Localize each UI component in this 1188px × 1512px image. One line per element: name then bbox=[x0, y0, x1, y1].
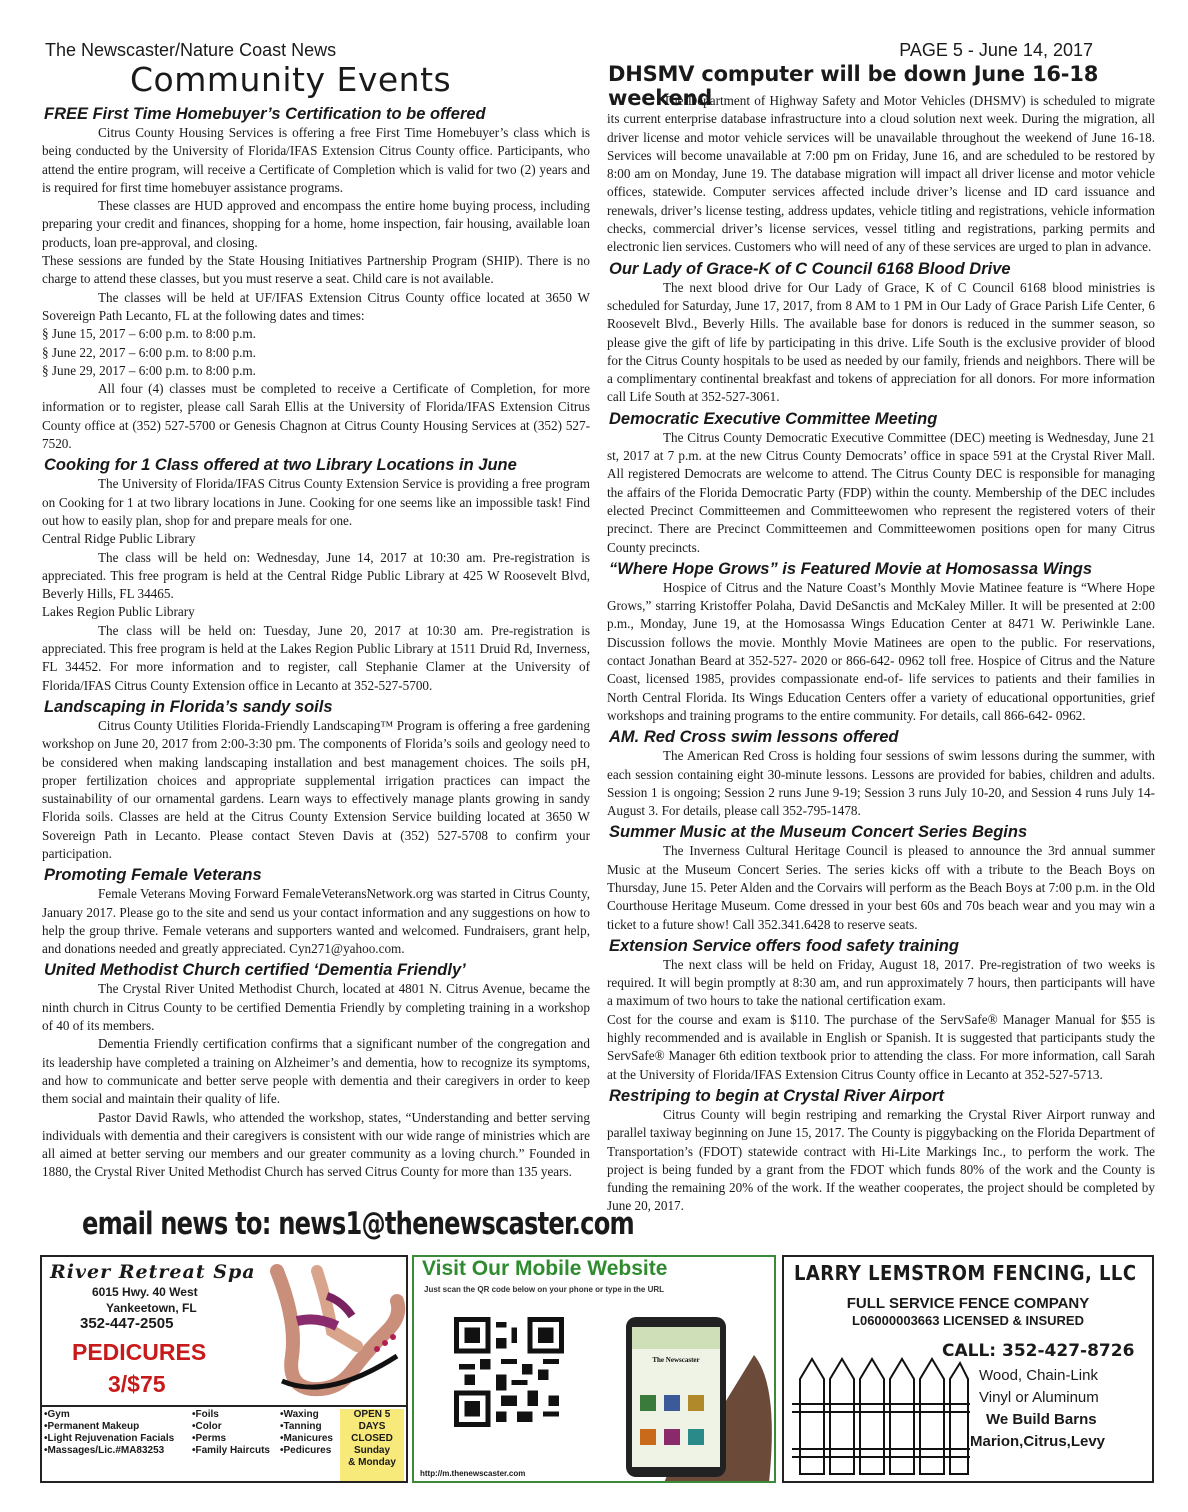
article-paragraph: Citrus County Utilities Florida-Friendly Landscaping™ Program is offering a free gardening workshop on June 20, 2017 from 2:00-3:30 pm. The components of Florida’s soils and geology need to be considered when making landscaping installation and best management choices. The soils pH, proper fertilization choices and appropriate supplemental irrigation practices can impact the sustainability of our ornamental gardens. Learn ways to effectively manage plants growing in sandy Florida soils. Classes are held at the Citrus County Extension Service building located at 3650 W Sovereign Path in Lecanto. Please contact Steven Davis at (352) 527-5708 to confirm your participation. bbox=[42, 717, 590, 861]
mobile-ad-title: Visit Our Mobile Website bbox=[422, 1257, 668, 1280]
article-paragraph: § June 15, 2017 – 6:00 p.m. to 8:00 p.m. bbox=[42, 326, 256, 342]
service-item: •Permanent Makeup bbox=[44, 1421, 140, 1432]
article-headline: Promoting Female Veterans bbox=[44, 866, 262, 885]
article-headline: Extension Service offers food safety training bbox=[609, 936, 959, 955]
article-headline: Landscaping in Florida’s sandy soils bbox=[44, 697, 333, 716]
left-column bbox=[42, 102, 590, 1182]
article-paragraph: The Crystal River United Methodist Church, located at 4801 N. Citrus Avenue, became the ninth church in Citrus County to be certified Dementia Friendly by completing training in a workshop of 40 of its members. bbox=[42, 981, 590, 1034]
article-paragraph: The class will be held on: Wednesday, June 14, 2017 at 10:30 am. Pre-registration is appreciated. This free program is held at the Central Ridge Public Library at 425 W Roosevelt Blvd, Beverly Hills, FL 34465. bbox=[42, 549, 590, 602]
service-item: •Pedicures bbox=[280, 1445, 332, 1456]
article-paragraph: Dementia Friendly certification confirms that a significant number of the congregation and its leadership have completed a training on Alzheimer’s and dementia, how to recognize its symptoms, and how to communicate and better serve people with dementia and their caregivers in order to keep them social and maintain their quality of life. bbox=[42, 1036, 590, 1107]
spa-name: River Retreat Spa bbox=[50, 1261, 256, 1283]
fencing-line: Wood, Chain-Link bbox=[979, 1367, 1098, 1384]
article-paragraph: The Department of Highway Safety and Motor Vehicles (DHSMV) is scheduled to migrate its current enterprise database infrastructure into a cloud solution next week. During the migration, all driver license and motor vehicle services will be unavailable throughout the weekend of June 16-18. Services will become unavailable at 7:00 pm on Friday, June 16, and are scheduled to be restored by 8:00 am on Monday, June 19. The database migration will impact all driver license and motor vehicle offices, statewide. Computer services affected include driver’s license and ID card issuance and renewals, driver’s license testing, address updates, vehicle titling and registrations, vehicle information checks, commercial driver’s license services, vessel titling and registrations, parking permits and electronic lien services. Customers who will need of any of these services are urged to plan in advance. bbox=[607, 93, 1155, 255]
spa-services-col3 bbox=[280, 1409, 333, 1457]
article-paragraph: Citrus County Housing Services is offering a free First Time Homebuyer’s class which is being conducted by the University of Florida/IFAS Extension Citrus County office. Participants, who attend the entire program, will receive a Certificate of Completion which is valid for two (2) years and is required for first time homebuyer assistance programs. bbox=[42, 125, 590, 195]
service-item: •Light Rejuvenation Facials bbox=[44, 1433, 175, 1444]
hours-line: CLOSED bbox=[351, 1433, 393, 1444]
article-paragraph: These classes are HUD approved and encompass the entire home buying process, including preparing your credit and finances, shopping for a home, home inspection, fair housing, available loan products, loan pre-approval, and closing. bbox=[42, 198, 590, 250]
service-item: •Tanning bbox=[280, 1421, 322, 1432]
article-paragraph: Cost for the course and exam is $110. The purchase of the ServSafe® Manager Manual for $55 is highly recommended and is available in English or Spanish. It is suggested that participants study the ServSafe® Manager 6th edition textbook prior to attending the class. For more information, call Sarah at the University of Florida/IFAS Extension Citrus County office in Lecanto at 352-527-5713. bbox=[607, 1011, 1155, 1082]
phone-image bbox=[604, 1295, 774, 1483]
spa-services-col1 bbox=[44, 1409, 174, 1457]
article-paragraph: All four (4) classes must be completed to receive a Certificate of Completion, for more information or to register, please call Sarah Ellis at the University of Florida/IFAS Extension Citrus County office at (352) 527-5700 or Genesis Chagnon at Citrus County Housing Services at (352) 527-7520. bbox=[42, 381, 590, 452]
article-paragraph: Female Veterans Moving Forward FemaleVeteransNetwork.org was started in Citrus County, January 2017. Please go to the site and send us your contact information and any suggestions on how to help the group thrive. Female veterans and supporters wanted and welcomed. Fundraisers, grant help, and donations needed and greatly appreciated. Cyn271@yahoo.com. bbox=[42, 886, 590, 957]
article-headline: FREE First Time Homebuyer’s Certification to be offered bbox=[44, 105, 486, 123]
spa-hours-box bbox=[340, 1409, 404, 1481]
qr-code-icon[interactable] bbox=[454, 1317, 564, 1427]
fencing-tagline: FULL SERVICE FENCE COMPANY bbox=[846, 1295, 1090, 1312]
mobile-url-link[interactable]: http://m.thenewscaster.com bbox=[420, 1469, 526, 1478]
service-item: •Family Haircuts bbox=[192, 1445, 270, 1456]
article-paragraph: The Inverness Cultural Heritage Council is pleased to announce the 3rd annual summer Music at the Museum Concert Series. The series kicks off with a tribute to the Beach Boys on Thursday, June 15. Peter Alden and the Corvairs will perform as the Beach Boys at 7:00 p.m. in the Old Courthouse Heritage Museum. Come dressed in your best 60s and 70s beach wear and you may win a ticket to a future show! Call 352.341.6428 to reserve seats. bbox=[607, 843, 1155, 932]
article-headline: Democratic Executive Committee Meeting bbox=[609, 409, 938, 428]
article-paragraph: § June 29, 2017 – 6:00 p.m. to 8:00 p.m. bbox=[42, 362, 256, 378]
article-paragraph: The classes will be held at UF/IFAS Extension Citrus County office located at 3650 W Sovereign Path Lecanto, FL at the following dates and times: bbox=[42, 289, 590, 323]
spa-price: 3/$75 bbox=[108, 1371, 166, 1397]
article-paragraph: Hospice of Citrus and the Nature Coast’s Monthly Movie Matinee feature is “Where Hope Grows,” starring Kristoffer Polaha, David DeSanctis and McKaley Miller. It will be presented at 2:00 p.m., Monday, June 19, at the Homosassa Wings Education Center at 8471 W. Periwinkle Lane. Discussion follows the movie. Monthly Movie Matinees are open to the public. For reservations, contact Jonathan Beard at 352-527- 2020 or 866-642- 0962 toll free. Hospice of Citrus and the Nature Coast, licensed 1985, provides compassionate end-of- life services to patients and their families in North Central Florida. Its Wings Education Centers offer a variety of educational opportunities, grief workshops and training programs to the entire community. For details, call 866-642- 0962. bbox=[607, 579, 1155, 723]
article-paragraph: Citrus County will begin restriping and remarking the Crystal River Airport runway and parallel taxiway beginning on June 15, 2017. The County is piggybacking on the Florida Department of Transportation’s (FDOT) statewide contract with Hi-Lite Markings Inc., to perform the work. The project is being funded by a grant from the FDOT which funds 80% of the work and the County is funding the remaining 20% of the work. If the weather cooperates, the project should be completed by June 20, 2017. bbox=[607, 1106, 1155, 1214]
spa-ad bbox=[40, 1255, 408, 1483]
fencing-phone: CALL: 352-427-8726 bbox=[942, 1341, 1135, 1361]
page-number-date: PAGE 5 - June 14, 2017 bbox=[899, 40, 1093, 60]
article-paragraph: Pastor David Rawls, who attended the workshop, states, “Understanding and better serving individuals with dementia and their caregivers is consistent with our wide range of ministries which are all aimed at better serving our members and our greater community as a loving church.” Founded in 1880, the Crystal River United Methodist Church has served Citrus County for more than 135 years. bbox=[42, 1109, 590, 1180]
article-paragraph: The next blood drive for Our Lady of Grace, K of C Council 6168 blood ministries is scheduled for Saturday, June 17, 2017, from 8 AM to 1 PM in Our Lady of Grace Parish Life Center, 6 Roosevelt Blvd., Beverly Hills. The available base for donors is reduced in the summer season, so please give the gift of life by participating in this drive. Life South is the exclusive provider of blood for the Citrus County hospitals to be used as needed by our family, friends and neighbors. There will be a complimentary continental breakfast and tokens of appreciation for all donors. For more information call Life South at 352-527-3061. bbox=[607, 279, 1155, 405]
service-item: •Massages/Lic.#MA83253 bbox=[44, 1445, 165, 1456]
service-item: •Gym bbox=[44, 1409, 70, 1420]
hours-line: OPEN 5 DAYS bbox=[353, 1409, 391, 1432]
service-item: •Waxing bbox=[280, 1409, 319, 1420]
spa-services-col2 bbox=[192, 1409, 270, 1457]
sandal-image bbox=[257, 1261, 407, 1401]
hours-line: Sunday bbox=[353, 1445, 391, 1456]
article-headline: Our Lady of Grace-K of C Council 6168 Blood Drive bbox=[609, 259, 1011, 278]
article-paragraph: Lakes Region Public Library bbox=[42, 604, 195, 620]
fencing-line: Marion,Citrus,Levy bbox=[970, 1433, 1106, 1450]
article-paragraph: Central Ridge Public Library bbox=[42, 531, 196, 547]
email-banner: email news to: news1@thenewscaster.com bbox=[82, 1206, 634, 1242]
phone-screen-title: The Newscaster bbox=[652, 1356, 700, 1364]
service-item: •Perms bbox=[192, 1433, 227, 1444]
spa-services bbox=[42, 1405, 406, 1483]
dhsmv-headline: DHSMV computer will be down June 16-18 weekend bbox=[608, 62, 1099, 110]
article-headline: Summer Music at the Museum Concert Series Begins bbox=[609, 823, 1028, 842]
article-headline: Restriping to begin at Crystal River Airport bbox=[609, 1086, 944, 1105]
section-title: Community Events bbox=[130, 60, 452, 99]
article-headline: AM. Red Cross swim lessons offered bbox=[609, 728, 899, 747]
service-item: •Color bbox=[192, 1421, 222, 1432]
fencing-line: We Build Barns bbox=[986, 1411, 1097, 1428]
article-paragraph: The next class will be held on Friday, August 18, 2017. Pre-registration of two weeks is required. It will begin promptly at 8:30 am, and run approximately 7 hours, then participants will have a maximum of two hours to take the national certification exam. bbox=[607, 956, 1155, 1009]
article-paragraph: The class will be held on: Tuesday, June 20, 2017 at 10:30 am. Pre-registration is appreciated. This free program is held at the Lakes Region Public Library at 1511 Druid Rd, Inverness, FL 34452. For more information and to register, call Stephanie Clamer at the University of Florida/IFAS Citrus County Extension office in Lecanto at 352-527-5700. bbox=[42, 622, 590, 693]
mobile-website-ad bbox=[412, 1255, 776, 1483]
article-headline: “Where Hope Grows” is Featured Movie at Homosassa Wings bbox=[609, 559, 1093, 578]
spa-phone: 352-447-2505 bbox=[80, 1315, 174, 1332]
spa-address: 6015 Hwy. 40 West bbox=[92, 1285, 198, 1299]
service-item: •Foils bbox=[192, 1409, 219, 1420]
article-paragraph: These sessions are funded by the State Housing Initiatives Partnership Program (SHIP). There is no charge to attend these classes, but you must reserve a seat. Child care is not available. bbox=[42, 253, 590, 287]
article-paragraph: § June 22, 2017 – 6:00 p.m. to 8:00 p.m. bbox=[42, 344, 256, 360]
article-headline: Cooking for 1 Class offered at two Library Locations in June bbox=[44, 456, 517, 475]
service-item: •Manicures bbox=[280, 1433, 333, 1444]
article-paragraph: The University of Florida/IFAS Citrus County Extension Service is providing a free program on Cooking for 1 at two library locations in June. Cooking for one seems like an impossible task! Find out how to easily plan, shop for and prepare meals for one. bbox=[42, 476, 590, 528]
fencing-license: L06000003663 LICENSED & INSURED bbox=[852, 1313, 1084, 1328]
article-headline: United Methodist Church certified ‘Dementia Friendly’ bbox=[44, 961, 466, 980]
spa-city: Yankeetown, FL bbox=[106, 1301, 197, 1315]
right-column bbox=[607, 92, 1155, 1216]
fencing-company-name: LARRY LEMSTROM FENCING, LLC bbox=[794, 1261, 1137, 1285]
publication-name: The Newscaster/Nature Coast News bbox=[45, 40, 337, 60]
fencing-ad bbox=[782, 1255, 1154, 1483]
fencing-line: Vinyl or Aluminum bbox=[979, 1389, 1099, 1406]
hours-line: & Monday bbox=[348, 1457, 396, 1468]
spa-promo: PEDICURES bbox=[72, 1339, 207, 1365]
article-paragraph: The American Red Cross is holding four sessions of swim lessons during the summer, with each session containing eight 30-minute lessons. Lessons are provided for babies, children and adults. Session 1 is ongoing; Session 2 runs June 9-19; Session 3 runs July 10-20, and Session 4 runs July 14-August 3. For details, please call 352-795-1478. bbox=[607, 748, 1155, 819]
article-paragraph: The Citrus County Democratic Executive Committee (DEC) meeting is Wednesday, June 21 st, 2017 at 7 p.m. at the new Citrus County Democrats’ office in space 591 at the Crystal River Mall. All registered Democrats are welcome to attend. The Citrus County DEC is responsible for managing the affairs of the Florida Democratic Party (FDP) within the county. Membership of the DEC includes elected Precinct Committeemen and Committeewomen who represent the registered voters of their precinct. There are Precinct Committeemen and Committeewomen positions open for many Citrus County precincts. bbox=[607, 429, 1155, 555]
fence-icon bbox=[790, 1349, 970, 1479]
mobile-ad-subtitle: Just scan the QR code below on your phone or type in the URL bbox=[424, 1285, 665, 1294]
